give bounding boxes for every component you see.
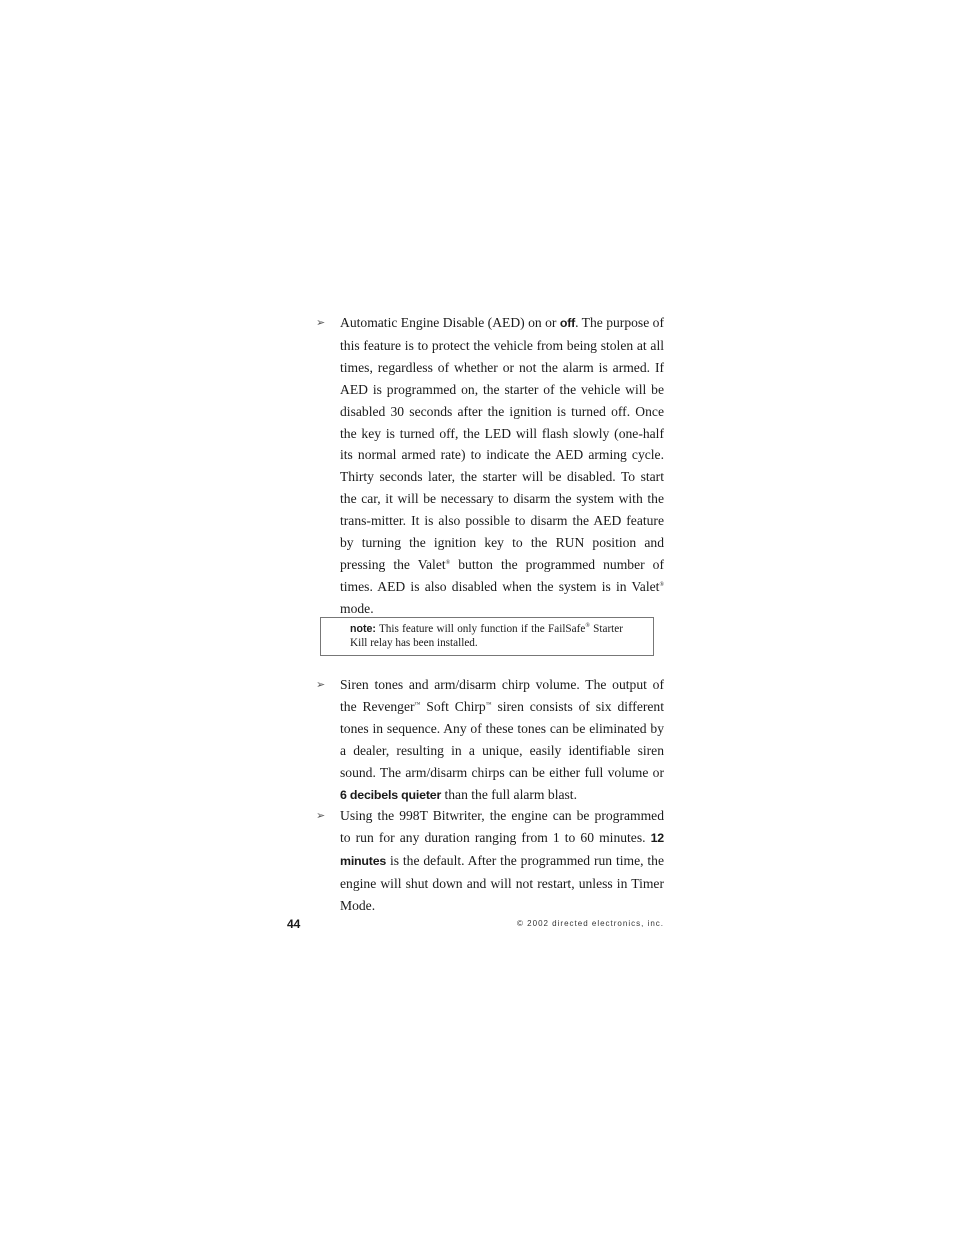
runtime-text-1: Using the 998T Bitwriter, the engine can be programmed to run for any duration ranging from 1 to 60 minutes. bbox=[340, 808, 664, 845]
bullet-arrow-icon: ➢ bbox=[316, 809, 326, 822]
note-label: note: bbox=[350, 623, 376, 635]
siren-text-3: siren consists of six different tones in sequence. Any of these tones can be eliminated by a dealer, resulting in a unique, easily identifiable siren sound. The arm/disarm chirps can be either full volume or bbox=[340, 698, 664, 780]
runtime-text-2: is the default. After the programmed run time, the engine will shut down and will not restart, unless in Timer Mode. bbox=[340, 852, 664, 913]
aed-text-1: Automatic Engine Disable (AED) on or bbox=[340, 315, 560, 330]
registered-mark: ® bbox=[659, 581, 664, 588]
bullet-arrow-icon: ➢ bbox=[316, 316, 326, 329]
siren-text-1: Siren tones and arm/disarm chirp volume. The output of the Revenger bbox=[340, 677, 664, 714]
siren-text-2: Soft Chirp bbox=[420, 698, 486, 714]
note-text bbox=[350, 622, 623, 650]
note-text-1: This feature will only function if the FailSafe bbox=[375, 623, 586, 635]
note-box bbox=[320, 617, 654, 656]
siren-default-quieter: 6 decibels quieter bbox=[340, 787, 442, 802]
runtime-default: 12 minutes bbox=[340, 830, 664, 868]
siren-text-4: than the full alarm blast. bbox=[441, 786, 577, 802]
note-text-2: Starter Kill relay has been installed. bbox=[350, 623, 623, 649]
copyright-notice: © 2002 directed electronics, inc. bbox=[517, 919, 664, 928]
registered-mark: ® bbox=[445, 559, 451, 566]
aed-text-3: button the programmed number of times. AED is also disabled when the system is in Valet bbox=[340, 556, 664, 594]
page-number: 44 bbox=[287, 917, 301, 931]
list-item-aed bbox=[340, 312, 664, 620]
list-item-siren bbox=[340, 674, 664, 806]
trademark-mark: ™ bbox=[414, 701, 421, 708]
bullet-arrow-icon: ➢ bbox=[316, 678, 326, 691]
registered-mark: ® bbox=[585, 623, 590, 629]
aed-default-off: off bbox=[559, 316, 576, 330]
aed-text-2: . The purpose of this feature is to protect the vehicle from being stolen at all times, regardless of whether or not the alarm is armed. If AED is programmed on, the starter of the vehicle will be disabled 30 seconds after the ignition is turned off. Once the key is turned off, the LED will flash slowly (one-half its normal armed rate) to indicate the AED arming cycle. Thirty seconds later, the starter will be disabled. To start the car, it will be necessary to disarm the system with the trans-mitter. It is also possible to disarm the AED feature by turning the ignition key to the RUN position and pressing the Valet bbox=[340, 315, 664, 572]
aed-text-4: mode. bbox=[340, 600, 374, 616]
list-item-runtime bbox=[340, 805, 664, 917]
trademark-mark: ™ bbox=[485, 701, 492, 708]
